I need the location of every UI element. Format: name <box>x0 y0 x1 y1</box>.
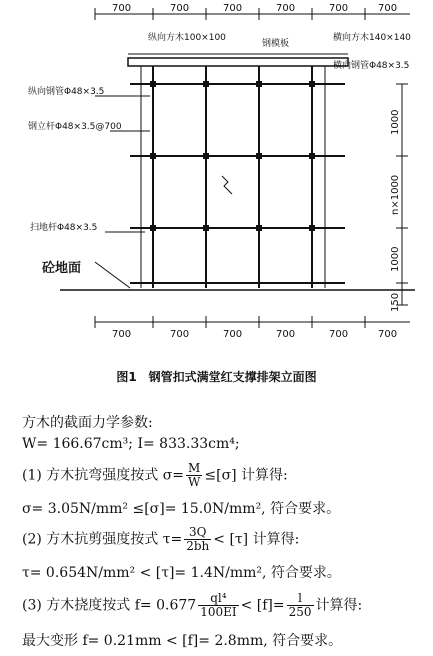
formula-line-1 <box>22 462 288 489</box>
dim-right-4: 150 <box>390 292 401 312</box>
dim-top-2: 700 <box>170 3 190 14</box>
l5-b: < [f]= <box>240 597 285 614</box>
frac-ql4-100ei: $\frac{\text{ql⁴}}{100EI}$ <box>200 591 237 619</box>
frac-3q-2bh: $\frac{3Q}{2bh}$ <box>186 525 210 553</box>
figure-caption: 图1 钢管扣式满堂红支撑排架立面图 <box>116 370 317 384</box>
label-transverse-timber: 横向方木140×140 <box>333 33 411 43</box>
l3-b: < [τ] 计算得: <box>213 531 300 548</box>
dim-bottom-2: 700 <box>170 329 190 340</box>
params-line: W= 166.67cm³; I= 833.33cm⁴; <box>22 436 240 452</box>
heading: 方木的截面力学参数: <box>22 415 153 431</box>
dim-top-4: 700 <box>276 3 296 14</box>
label-steel-formwork: 钢模板 <box>262 39 290 49</box>
label-longitudinal-pipe: 纵向钢管Φ48×3.5 <box>28 87 105 97</box>
dim-bottom-4: 700 <box>276 329 296 340</box>
dim-right-1: 1000 <box>390 109 401 135</box>
formula-line-3 <box>22 592 362 619</box>
result-line-3: 最大变形 f= 0.21mm < [f]= 2.8mm, 符合要求。 <box>22 633 343 649</box>
dim-bottom-6: 700 <box>378 329 398 340</box>
label-transverse-pipe: 横向钢管Φ48×3.5 <box>333 61 410 71</box>
dim-bottom-5: 700 <box>329 329 349 340</box>
dim-bottom-3: 700 <box>223 329 243 340</box>
frac-m-w: $\frac{M}{W}$ <box>188 461 201 489</box>
l1-b: ≤[σ] 计算得: <box>204 467 288 484</box>
dim-top-6: 700 <box>378 3 398 14</box>
dim-top-5: 700 <box>329 3 349 14</box>
label-ground: 砼地面 <box>42 261 82 276</box>
result-line-1: σ= 3.05N/mm² ≤[σ]= 15.0N/mm², 符合要求。 <box>22 501 341 517</box>
l5-c: 计算得: <box>315 597 363 614</box>
label-longitudinal-timber: 纵向方木100×100 <box>148 33 226 43</box>
dim-top-3: 700 <box>223 3 243 14</box>
dim-top-1: 700 <box>112 3 132 14</box>
dim-bottom-1: 700 <box>112 329 132 340</box>
l5-a: (3) 方木挠度按式 f= 0.677 <box>22 597 197 614</box>
frac-l-250: $\frac{l}{250}$ <box>288 591 312 619</box>
label-vertical-pole: 钢立杆Φ48×3.5@700 <box>28 122 122 132</box>
formula-line-2 <box>22 526 299 553</box>
l3-a: (2) 方木抗剪强度按式 τ= <box>22 531 183 548</box>
l1-a: (1) 方木抗弯强度按式 σ= <box>22 467 185 484</box>
label-sweep-pole: 扫地杆Φ48×3.5 <box>30 223 98 233</box>
dim-right-2: n×1000 <box>390 174 401 215</box>
dim-right-3: 1000 <box>390 246 401 272</box>
result-line-2: τ= 0.654N/mm² < [τ]= 1.4N/mm², 符合要求。 <box>22 565 341 581</box>
